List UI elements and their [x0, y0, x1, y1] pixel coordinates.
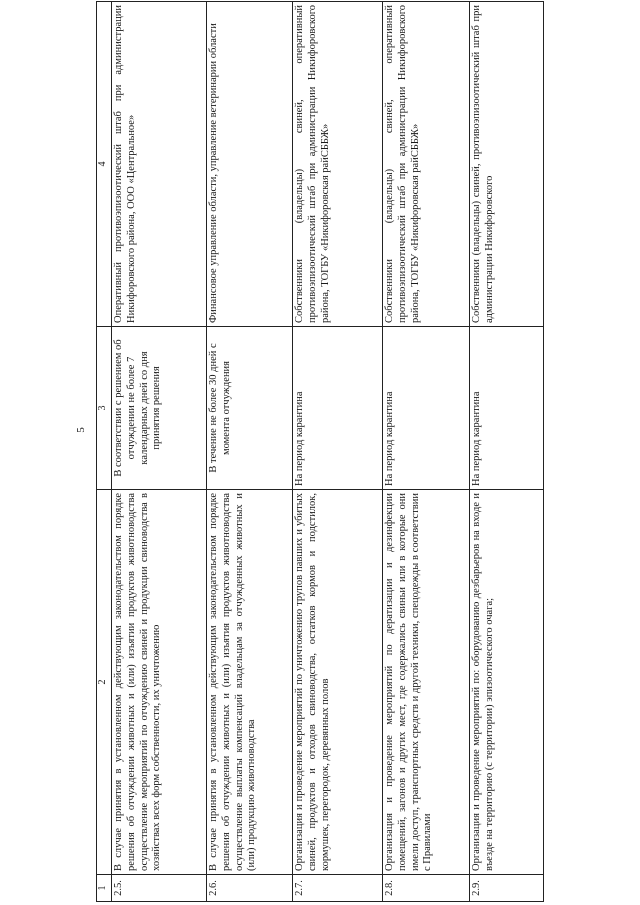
row-number: 2.7. [293, 875, 383, 902]
measures-table [96, 1, 544, 902]
row-number: 2.5. [112, 875, 207, 902]
table-row [470, 2, 544, 902]
responsible-cell: Собственники (владельцы) свиней, противоэпизоотический штаб при администрации Никифоровского [470, 2, 544, 327]
header-cell-1: 1 [97, 875, 112, 902]
row-number: 2.9. [470, 875, 544, 902]
measure-cell: Организация и проведение мероприятий по дератизации и дезинфекции помещений, загонов и других мест, где содержались свиньи или в которые они имели доступ, транспортных средств и другой техники, спецодежды в соответствии с Правилами [383, 490, 470, 875]
measure-cell: Организация и проведение мероприятий по уничтожению трупов павших и убитых свиней, продуктов и отходов свиноводства, остатков кормов и подстилок, кормушек, перегородок, деревянных полов [293, 490, 383, 875]
responsible-cell: Финансовое управление области, управление ветеринарии области [207, 2, 293, 327]
measure-cell: В случае принятия в установленном действующим законодательством порядке решения об отчуждении животных и (или) изъятия продуктов животноводства осуществление выплаты компенсаций владельцам за отчужденных животных и (или) продукцию животноводства [207, 490, 293, 875]
table-row [383, 2, 470, 902]
row-number: 2.6. [207, 875, 293, 902]
table-row [293, 2, 383, 902]
table-row [207, 2, 293, 902]
term-cell: На период карантина [470, 327, 544, 490]
term-cell: В течение не более 30 дней с момента отчуждения [207, 327, 293, 490]
header-cell-2: 2 [97, 490, 112, 875]
header-cell-3: 3 [97, 327, 112, 490]
term-cell: На период карантина [293, 327, 383, 490]
term-cell: На период карантина [383, 327, 470, 490]
responsible-cell: Оперативный противоэпизоотический штаб при администрации Никифоровского района, ООО «Центральное» [112, 2, 207, 327]
table-row [112, 2, 207, 902]
row-number: 2.8. [383, 875, 470, 902]
rotated-table-container [96, 2, 544, 902]
term-cell: В соответствии с решением об отчуждении не более 7 календарных дней со дня принятия решения [112, 327, 207, 490]
measure-cell: В случае принятия в установленном действующим законодательством порядке решения об отчуждении животных и (или) изъятии продуктов животноводства осуществление мероприятий по отчуждению свиней и продукции свиноводства в хозяйствах всех форм собственности, их уничтожению [112, 490, 207, 875]
responsible-cell: Собственники (владельцы) свиней, оперативный противоэпизоотический штаб при администрации Никифоровского района, ТОГБУ «Никифоровская райСББЖ» [293, 2, 383, 327]
header-cell-4: 4 [97, 2, 112, 327]
measure-cell: Организация и проведение мероприятий по: оборудованию дезбарьеров на входе и въезде на территорию (с территории) эпизоотического очага; [470, 490, 544, 875]
header-row [97, 2, 112, 902]
page-number: 5 [74, 427, 87, 433]
responsible-cell: Собственники (владельцы) свиней, оперативный противоэпизоотический штаб при администрации Никифоровского района, ТОГБУ «Никифоровская райСББЖ» [383, 2, 470, 327]
